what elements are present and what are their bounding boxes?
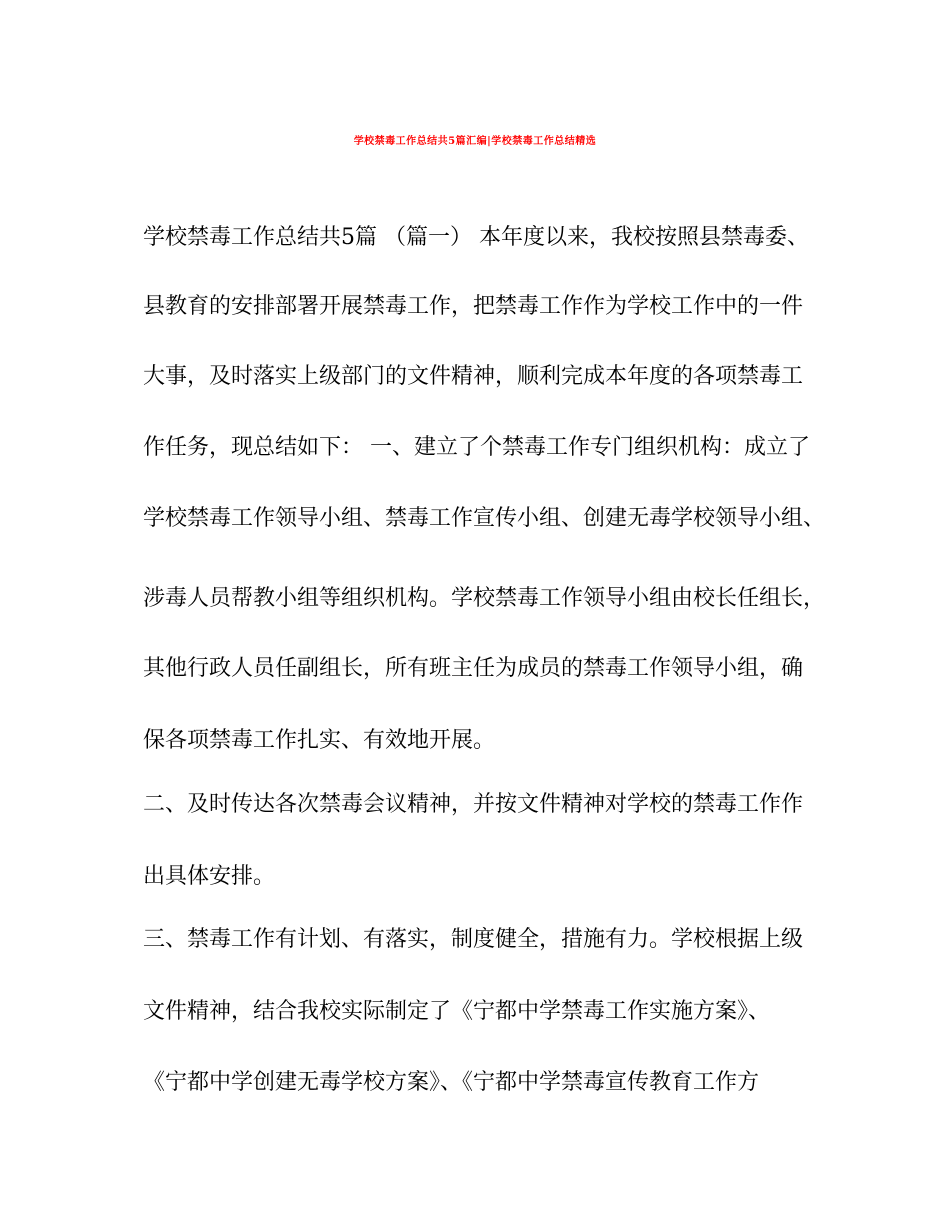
- document-title: 学校禁毒工作总结共5篇汇编|学校禁毒工作总结精选: [353, 136, 597, 147]
- body-line-10: 出具体安排。: [143, 864, 276, 889]
- body-line-2: 县教育的安排部署开展禁毒工作，把禁毒工作作为学校工作中的一件: [143, 294, 804, 319]
- body-line-13: 《宁都中学创建无毒学校方案》、《宁都中学禁毒宣传教育工作方: [143, 1070, 760, 1095]
- body-line-7: 其他行政人员任副组长，所有班主任为成员的禁毒工作领导小组，确: [143, 656, 804, 681]
- body-line-11: 三、禁毒工作有计划、有落实，制度健全，措施有力。学校根据上级: [143, 927, 804, 952]
- body-line-3: 大事，及时落实上级部门的文件精神，顺利完成本年度的各项禁毒工: [143, 364, 804, 389]
- body-line-8: 保各项禁毒工作扎实、有效地开展。: [143, 728, 496, 753]
- body-line-5: 学校禁毒工作领导小组、禁毒工作宣传小组、创建无毒学校领导小组、: [143, 506, 826, 531]
- body-line-6: 涉毒人员帮教小组等组织机构。学校禁毒工作领导小组由校长任组长，: [143, 586, 826, 611]
- body-line-1: 学校禁毒工作总结共5篇 （篇一） 本年度以来，我校按照县禁毒委、: [143, 225, 809, 250]
- body-line-9: 二、及时传达各次禁毒会议精神，并按文件精神对学校的禁毒工作作: [143, 792, 804, 817]
- body-line-4: 作任务，现总结如下： 一、建立了个禁毒工作专门组织机构：成立了: [143, 435, 810, 460]
- body-line-12: 文件精神，结合我校实际制定了《宁都中学禁毒工作实施方案》、: [143, 999, 771, 1024]
